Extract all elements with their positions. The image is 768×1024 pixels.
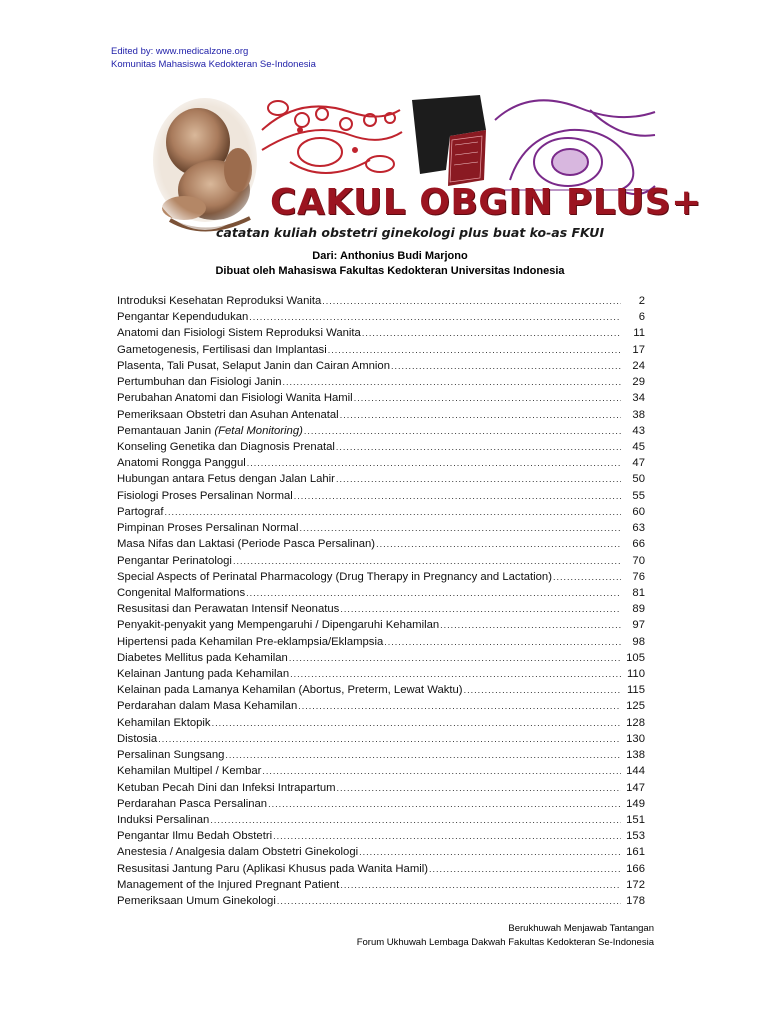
toc-entry xyxy=(117,488,645,504)
toc-entry xyxy=(117,536,645,552)
toc-entry-title-text: Kehamilan Ektopik xyxy=(117,716,211,729)
toc-entry xyxy=(117,780,645,796)
toc-dot-leader xyxy=(384,634,621,650)
fertilization-diagram xyxy=(262,101,402,173)
toc-entry-title-text: Management of the Injured Pregnant Patient xyxy=(117,878,340,891)
toc-entry-title-text: Fisiologi Proses Persalinan Normal xyxy=(117,489,293,502)
uterine-wall-diagram xyxy=(412,95,486,186)
toc-entry-title-text: Perdarahan dalam Masa Kehamilan xyxy=(117,700,298,713)
toc-entry-title xyxy=(117,309,249,325)
toc-entry-page: 47 xyxy=(632,457,645,470)
toc-entry-title-text: Pengantar Perinatologi xyxy=(117,554,232,567)
toc-entry-page: 128 xyxy=(626,716,645,729)
toc-entry xyxy=(117,861,645,877)
toc-entry-page: 110 xyxy=(626,668,645,681)
toc-entry-page: 50 xyxy=(632,473,645,486)
toc-entry-title xyxy=(117,390,354,406)
toc-entry xyxy=(117,520,645,536)
toc-dot-leader xyxy=(340,601,621,617)
toc-entry-page: 151 xyxy=(626,814,645,826)
toc-entry-page: 17 xyxy=(632,343,645,356)
toc-entry xyxy=(117,828,645,844)
toc-entry-title xyxy=(117,293,322,309)
toc-entry xyxy=(117,634,645,650)
toc-dot-leader xyxy=(429,861,621,877)
toc-entry xyxy=(117,471,645,487)
toc-entry-page: 43 xyxy=(632,424,645,437)
toc-entry-page: 45 xyxy=(632,440,645,453)
toc-entry-title xyxy=(117,634,384,650)
toc-entry-page: 55 xyxy=(632,489,645,502)
toc-entry-title-text: Induksi Persalinan xyxy=(117,814,210,826)
toc-dot-leader xyxy=(164,504,621,520)
toc-entry-title-text: Pengantar Ilmu Bedah Obstetri xyxy=(117,830,273,843)
toc-entry-title xyxy=(117,553,233,569)
toc-entry xyxy=(117,650,645,666)
toc-entry-title xyxy=(117,374,283,390)
toc-entry-title xyxy=(117,893,277,909)
toc-entry-title-text: Anatomi dan Fisiologi Sistem Reproduksi Wanita xyxy=(117,327,361,340)
toc-entry-page: 34 xyxy=(632,392,645,405)
toc-entry xyxy=(117,358,645,374)
toc-entry-title xyxy=(117,358,391,374)
toc-entry xyxy=(117,747,645,763)
toc-entry-title-text: Anatomi Rongga Panggul xyxy=(117,457,246,470)
toc-dot-leader xyxy=(158,731,621,747)
toc-entry-title-text: Hipertensi pada Kehamilan Pre-eklampsia/Eklampsia xyxy=(117,635,384,648)
toc-entry xyxy=(117,812,645,828)
toc-entry-title xyxy=(117,666,290,682)
toc-entry xyxy=(117,715,645,731)
toc-entry-title-text: Pemantauan Janin xyxy=(117,424,215,437)
toc-entry-title xyxy=(117,439,336,455)
toc-entry xyxy=(117,342,645,358)
toc-dot-leader xyxy=(340,877,621,893)
toc-entry-page: 149 xyxy=(626,797,645,810)
toc-entry-page: 24 xyxy=(632,359,645,372)
toc-entry-title xyxy=(117,504,164,520)
toc-dot-leader xyxy=(322,293,621,309)
toc-entry xyxy=(117,439,645,455)
toc-entry xyxy=(117,617,645,633)
table-of-contents xyxy=(117,293,645,909)
toc-entry xyxy=(117,698,645,714)
toc-entry-title-text: Penyakit-penyakit yang Mempengaruhi / Dipengaruhi Kehamilan xyxy=(117,619,440,632)
footer xyxy=(357,922,654,950)
toc-entry-page: 63 xyxy=(632,522,645,535)
cover-banner xyxy=(150,90,702,246)
toc-entry-page: 97 xyxy=(632,619,645,632)
toc-entry-page: 130 xyxy=(626,732,645,745)
toc-entry-title-text: Congenital Malformations xyxy=(117,586,246,599)
toc-dot-leader xyxy=(298,698,621,714)
toc-entry-title xyxy=(117,601,340,617)
toc-entry-title-text: Anestesia / Analgesia dalam Obstetri Ginekologi xyxy=(117,846,359,859)
author-line: Dari: Anthonius Budi Marjono xyxy=(312,250,468,262)
toc-entry-title-text: Partograf xyxy=(117,505,164,518)
toc-entry-page: 138 xyxy=(626,749,645,762)
toc-entry-title-text: Perdarahan Pasca Persalinan xyxy=(117,797,268,810)
toc-entry xyxy=(117,293,645,309)
toc-entry-title-italic: (Fetal Monitoring) xyxy=(214,424,303,437)
toc-dot-leader xyxy=(249,309,621,325)
toc-entry-title-text: Kelainan Jantung pada Kehamilan xyxy=(117,668,290,681)
toc-entry-title xyxy=(117,715,212,731)
toc-entry-page: 38 xyxy=(632,408,645,421)
toc-entry xyxy=(117,325,645,341)
toc-entry-page: 98 xyxy=(632,635,645,648)
toc-entry-title-text: Ketuban Pecah Dini dan Infeksi Intrapartum xyxy=(117,781,336,794)
toc-dot-leader xyxy=(391,358,621,374)
toc-entry-title xyxy=(117,731,158,747)
toc-entry-title xyxy=(117,763,262,779)
toc-entry-title xyxy=(117,407,340,423)
toc-entry-page: 29 xyxy=(632,376,645,389)
toc-entry xyxy=(117,407,645,423)
toc-entry-page: 172 xyxy=(626,878,645,891)
toc-entry-title xyxy=(117,682,464,698)
toc-entry xyxy=(117,569,645,585)
toc-entry-title xyxy=(117,569,553,585)
toc-entry-title-text: Resusitasi dan Perawatan Intensif Neonatus xyxy=(117,603,340,616)
toc-entry-title-text: Gametogenesis, Fertilisasi dan Implantasi xyxy=(117,343,327,356)
toc-dot-leader xyxy=(354,390,621,406)
toc-entry-page: 60 xyxy=(632,505,645,518)
toc-entry-title-text: Pemeriksaan Obstetri dan Asuhan Antenatal xyxy=(117,408,339,421)
toc-entry-title xyxy=(117,536,376,552)
toc-entry-title xyxy=(117,844,359,860)
toc-entry-title xyxy=(117,617,440,633)
toc-entry-title xyxy=(117,342,328,358)
toc-dot-leader xyxy=(336,439,621,455)
toc-entry xyxy=(117,504,645,520)
toc-dot-leader xyxy=(273,828,621,844)
made-by-line: Dibuat oleh Mahasiswa Fakultas Kedokteran Universitas Indonesia xyxy=(215,265,565,277)
footer-org: Forum Ukhuwah Lembaga Dakwah Fakultas Kedokteran Se-Indonesia xyxy=(356,937,654,948)
banner-subtitle: catatan kuliah obstetri ginekologi plus buat ko-as FKUI xyxy=(216,225,605,240)
toc-entry-title-text: Resusitasi Jantung Paru (Aplikasi Khusus pada Wanita Hamil) xyxy=(117,862,429,875)
toc-entry xyxy=(117,844,645,860)
toc-dot-leader xyxy=(262,763,621,779)
toc-entry xyxy=(117,309,645,325)
toc-entry-page: 70 xyxy=(632,554,645,567)
toc-entry-page: 2 xyxy=(638,295,645,307)
toc-entry-page: 89 xyxy=(632,603,645,616)
toc-dot-leader xyxy=(212,715,621,731)
toc-entry-title xyxy=(117,585,246,601)
toc-entry-title xyxy=(117,325,362,341)
toc-dot-leader xyxy=(328,342,621,358)
toc-entry-title-text: Special Aspects of Perinatal Pharmacology (Drug Therapy in Pregnancy and Lactation) xyxy=(117,570,552,583)
toc-entry-title-text: Masa Nifas dan Laktasi (Periode Pasca Persalinan) xyxy=(117,538,376,551)
toc-entry-title xyxy=(117,471,336,487)
toc-dot-leader xyxy=(268,796,621,812)
toc-entry xyxy=(117,731,645,747)
toc-entry-page: 66 xyxy=(632,538,645,551)
toc-entry xyxy=(117,666,645,682)
toc-dot-leader xyxy=(289,650,621,666)
toc-entry-page: 11 xyxy=(633,327,645,340)
toc-entry-title xyxy=(117,520,299,536)
toc-entry xyxy=(117,553,645,569)
toc-dot-leader xyxy=(247,455,621,471)
edited-by-text: Edited by: www.medicalzone.org xyxy=(111,46,249,57)
toc-dot-leader xyxy=(304,423,621,439)
toc-dot-leader xyxy=(340,407,621,423)
toc-entry-title-text: Diabetes Mellitus pada Kehamilan xyxy=(117,651,288,664)
toc-dot-leader xyxy=(233,553,621,569)
toc-entry-title xyxy=(117,812,210,828)
toc-entry-title xyxy=(117,488,294,504)
toc-entry-page: 105 xyxy=(626,651,645,664)
toc-entry-title xyxy=(117,828,273,844)
toc-dot-leader xyxy=(290,666,621,682)
toc-entry-title-text: Plasenta, Tali Pusat, Selaput Janin dan Cairan Amnion xyxy=(117,359,390,372)
toc-dot-leader xyxy=(283,374,621,390)
toc-entry-page: 178 xyxy=(626,895,645,908)
toc-entry-title-text: Kehamilan Multipel / Kembar xyxy=(117,765,262,778)
toc-entry-title-text: Pertumbuhan dan Fisiologi Janin xyxy=(117,376,282,389)
toc-dot-leader xyxy=(246,585,621,601)
toc-entry-title-text: Introduksi Kesehatan Reproduksi Wanita xyxy=(117,295,322,307)
toc-entry-title-text: Distosia xyxy=(117,732,158,745)
toc-entry-title-text: Pimpinan Proses Persalinan Normal xyxy=(117,522,299,535)
toc-entry xyxy=(117,585,645,601)
toc-dot-leader xyxy=(553,569,621,585)
toc-entry-page: 147 xyxy=(626,781,645,794)
toc-entry-title-text: Pengantar Kependudukan xyxy=(117,311,249,324)
toc-entry xyxy=(117,601,645,617)
toc-entry-page: 153 xyxy=(626,830,645,843)
editor-note xyxy=(111,45,316,71)
toc-entry-page: 81 xyxy=(632,586,645,599)
toc-dot-leader xyxy=(440,617,621,633)
toc-entry xyxy=(117,423,645,439)
toc-entry-page: 125 xyxy=(626,700,645,713)
toc-entry xyxy=(117,390,645,406)
toc-entry-page: 76 xyxy=(632,570,645,583)
toc-entry-title xyxy=(117,747,225,763)
toc-entry-title-text: Pemeriksaan Umum Ginekologi xyxy=(117,895,276,908)
toc-entry-page: 166 xyxy=(626,862,645,875)
toc-entry-title xyxy=(117,423,304,439)
toc-dot-leader xyxy=(464,682,621,698)
toc-entry-title xyxy=(117,877,340,893)
toc-dot-leader xyxy=(225,747,621,763)
toc-entry-title xyxy=(117,698,298,714)
toc-dot-leader xyxy=(362,325,621,341)
toc-dot-leader xyxy=(336,471,621,487)
toc-entry-page: 161 xyxy=(626,846,645,859)
banner-title: CAKUL OBGIN PLUS+ xyxy=(270,182,702,223)
community-text: Komunitas Mahasiswa Kedokteran Se-Indonesia xyxy=(111,59,316,70)
toc-entry-title xyxy=(117,780,337,796)
toc-entry-title-text: Perubahan Anatomi dan Fisiologi Wanita Hamil xyxy=(117,392,353,405)
toc-entry xyxy=(117,796,645,812)
toc-entry-title xyxy=(117,650,289,666)
toc-entry-title-text: Persalinan Sungsang xyxy=(117,749,225,762)
toc-entry-title-text: Hubungan antara Fetus dengan Jalan Lahir xyxy=(117,473,335,486)
toc-entry-title xyxy=(117,861,429,877)
toc-dot-leader xyxy=(277,893,621,909)
toc-entry xyxy=(117,893,645,909)
toc-entry-page: 6 xyxy=(638,311,645,324)
toc-dot-leader xyxy=(294,488,621,504)
toc-entry-page: 144 xyxy=(626,765,645,778)
toc-dot-leader xyxy=(299,520,621,536)
toc-dot-leader xyxy=(210,812,621,828)
toc-entry-title-text: Konseling Genetika dan Diagnosis Prenatal xyxy=(117,440,335,453)
toc-entry xyxy=(117,374,645,390)
toc-entry xyxy=(117,763,645,779)
toc-entry-title xyxy=(117,796,268,812)
fetus-photo xyxy=(150,90,263,230)
toc-dot-leader xyxy=(376,536,621,552)
toc-entry xyxy=(117,682,645,698)
pelvic-section-diagram xyxy=(495,100,655,194)
toc-entry xyxy=(117,455,645,471)
toc-entry-title xyxy=(117,455,247,471)
toc-entry-page: 115 xyxy=(626,684,645,697)
toc-entry xyxy=(117,877,645,893)
footer-motto: Berukhuwah Menjawab Tantangan xyxy=(508,923,654,934)
toc-entry-title-text: Kelainan pada Lamanya Kehamilan (Abortus, Preterm, Lewat Waktu) xyxy=(117,684,463,697)
toc-dot-leader xyxy=(359,844,621,860)
toc-dot-leader xyxy=(337,780,621,796)
